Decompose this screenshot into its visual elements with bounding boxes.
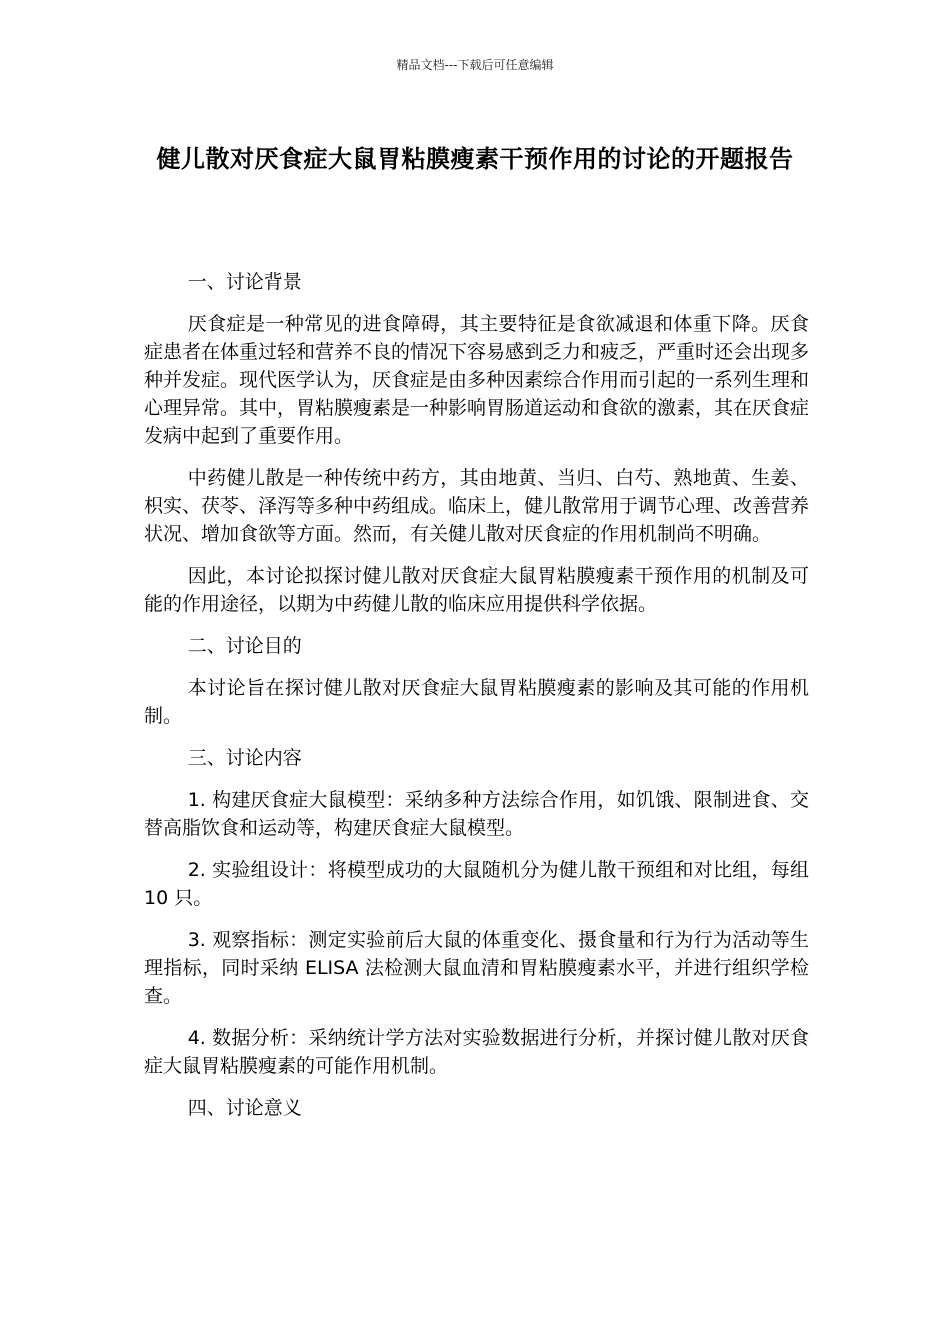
header-note: 精品文档---下载后可任意编辑 <box>396 58 554 72</box>
background-paragraph-2: 中药健儿散是一种传统中药方，其由地黄、当归、白芍、熟地黄、生姜、枳实、茯苓、泽泻等多种中药组成。临床上，健儿散常用于调节心理、改善营养状况、增加食欲等方面。然而，有关健儿散对厌食症的作用机制尚不明确。 <box>144 467 810 545</box>
content-item-4: 4. 数据分析：采纳统计学方法对实验数据进行分析，并探讨健儿散对厌食症大鼠胃粘膜瘦素的可能作用机制。 <box>144 1027 809 1077</box>
background-paragraph-1: 厌食症是一种常见的进食障碍，其主要特征是食欲减退和体重下降。厌食症患者在体重过轻和营养不良的情况下容易感到乏力和疲乏，严重时还会出现多种并发症。现代医学认为，厌食症是由多种因素综合作用而引起的一系列生理和心理异常。其中，胃粘膜瘦素是一种影响胃肠道运动和食欲的激素，其在厌食症发病中起到了重要作用。 <box>144 313 810 447</box>
section-heading-significance: 四、讨论意义 <box>187 1097 302 1119</box>
section-heading-content: 三、讨论内容 <box>187 747 302 769</box>
background-paragraph-3: 因此，本讨论拟探讨健儿散对厌食症大鼠胃粘膜瘦素干预作用的机制及可能的作用途径，以期为中药健儿散的临床应用提供科学依据。 <box>144 565 809 615</box>
section-heading-background: 一、讨论背景 <box>187 271 302 293</box>
section-heading-purpose: 二、讨论目的 <box>187 635 302 657</box>
content-item-3: 3. 观察指标：测定实验前后大鼠的体重变化、摄食量和行为行为活动等生理指标，同时采纳 ELISA 法检测大鼠血清和胃粘膜瘦素水平，并进行组织学检查。 <box>144 929 809 1007</box>
document-body <box>144 268 809 1136</box>
page-title: 健儿散对厌食症大鼠胃粘膜瘦素干预作用的讨论的开题报告 <box>156 145 794 173</box>
content-item-2: 2. 实验组设计：将模型成功的大鼠随机分为健儿散干预组和对比组，每组 10 只。 <box>144 859 809 909</box>
purpose-paragraph-1: 本讨论旨在探讨健儿散对厌食症大鼠胃粘膜瘦素的影响及其可能的作用机制。 <box>144 677 809 727</box>
content-item-1: 1. 构建厌食症大鼠模型：采纳多种方法综合作用，如饥饿、限制进食、交替高脂饮食和运动等，构建厌食症大鼠模型。 <box>144 789 809 839</box>
